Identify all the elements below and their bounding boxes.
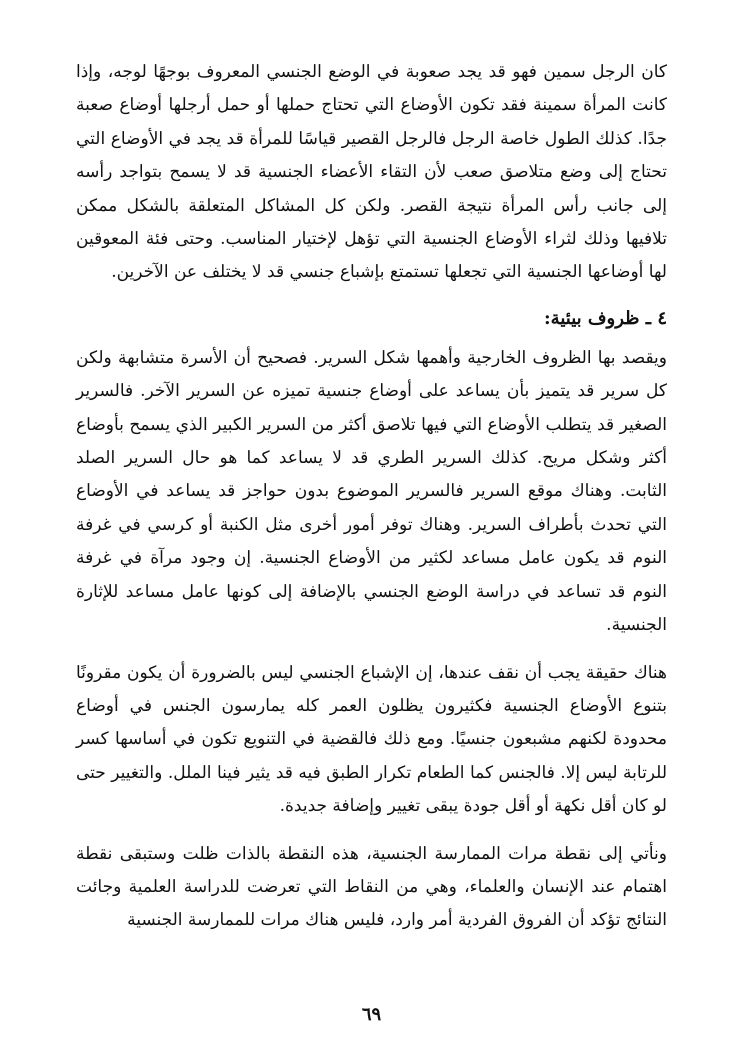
section-heading: ٤ ـ ظروف بيئية: — [544, 307, 667, 329]
page-number: ٦٩ — [361, 1004, 382, 1025]
paragraph-frequency: ونأتي إلى نقطة مرات الممارسة الجنسية، هذه النقطة بالذات ظلت وستبقى نقطة اهتمام عند الإنسان والعلماء، وهي من النقاط التي تعرضت للدراسة العلمية وجائت النتائج تؤكد أن الفروق الفردية أمر وارد، فليس هناك مرات للممارسة الجنسية — [76, 843, 667, 931]
paragraph-environment: ويقصد بها الظروف الخارجية وأهمها شكل السرير. فصحيح أن الأسرة متشابهة ولكن كل سرير قد يتميز بأن يساعد على أوضاع جنسية تميزه عن السرير الآخر. فالسرير الصغير قد يتطلب الأوضاع التي فيها تلاصق أكثر من السرير الكبير الذي يسمح بأوضاع أكثر وشكل مريح. كذلك السرير الطري قد لا يساعد كما هو حال السرير الصلد الثابت. وهناك موقع السرير فالسرير الموضوع بدون حواجز قد يساعد في الأوضاع التي تحدث بأطراف السرير. وهناك توفر أمور أخرى مثل الكنبة أو كرسي في غرفة النوم قد يكون عامل مساعد لكثير من الأوضاع الجنسية. إن وجود مرآة في غرفة النوم قد تساعد في دراسة الوضع الجنسي بالإضافة إلى كونها عامل مساعد للإثارة الجنسية. — [76, 347, 667, 636]
paragraph-satisfaction: هناك حقيقة يجب أن نقف عندها، إن الإشباع الجنسي ليس بالضرورة أن يكون مقرونًا بتنوع الأوضاع الجنسية فكثيرون يظلون العمر كله يمارسون الجنس في أوضاع محدودة لكنهم مشبعون جنسيًا. ومع ذلك فالقضية في التنويع تكون في أساسها كسر للرتابة ليس إلا. فالجنس كما الطعام تكرار الطبق فيه قد يثير فينا الملل. والتغيير حتى لو كان أقل نكهة أو أقل جودة يبقى تغيير وإضافة جديدة. — [76, 662, 667, 817]
page-body — [76, 56, 667, 938]
paragraph-body-size: كان الرجل سمين فهو قد يجد صعوبة في الوضع الجنسي المعروف بوجهًا لوجه، وإذا كانت المرأة سمينة فقد تكون الأوضاع التي تحتاج حملها أو حمل أرجلها أوضاع صعبة جدًا. كذلك الطول خاصة الرجل فالرجل القصير قياسًا للمرأة قد يجد في الأوضاع التي تحتاج إلى وضع متلاصق صعب لأن التقاء الأعضاء الجنسية قد لا يسمح بتواجد رأسه إلى جانب رأس المرأة نتيجة القصر. ولكن كل المشاكل المتعلقة بالشكل ممكن تلافيها وذلك لثراء الأوضاع الجنسية التي تؤهل لإختيار المناسب. وحتى فئة المعوقين لها أوضاعها الجنسية التي تجعلها تستمتع بإشباع جنسي قد لا يختلف عن الآخرين. — [76, 62, 667, 283]
